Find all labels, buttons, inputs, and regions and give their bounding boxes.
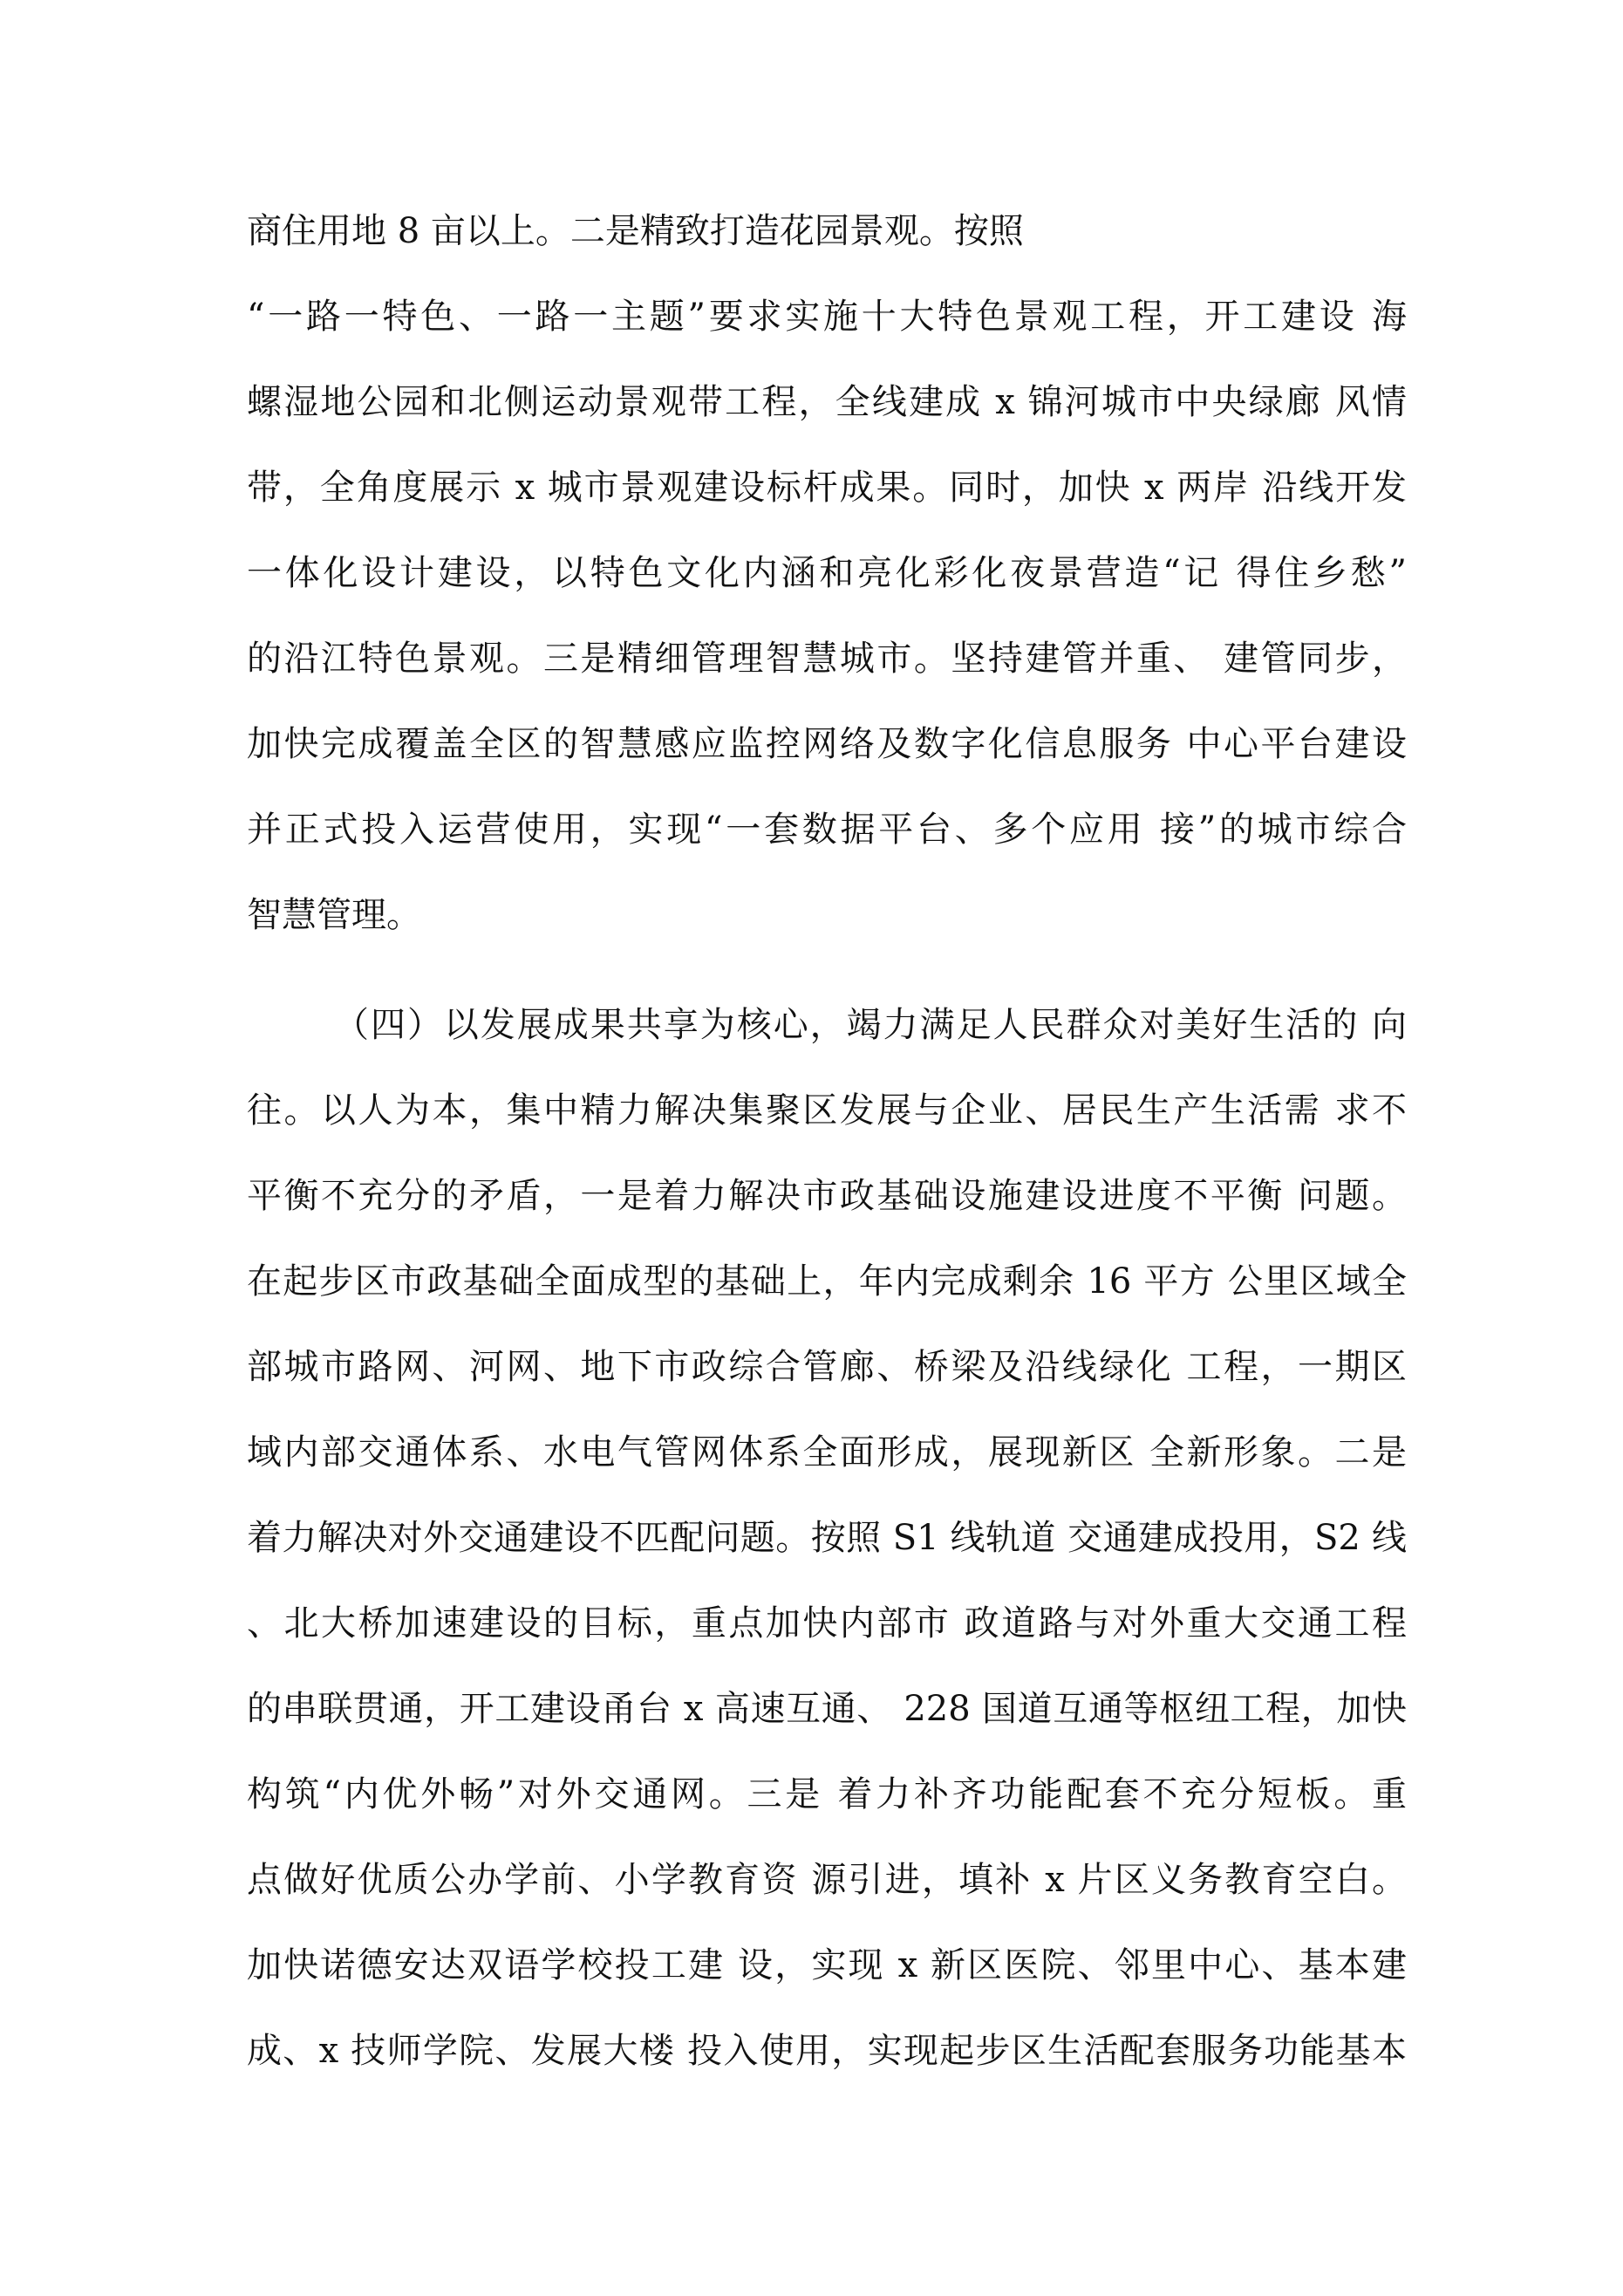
- text-line: “一路一特色、一路一主题”要求实施十大特色景观工程，开工建设 海: [247, 297, 1407, 337]
- document-body: [247, 188, 1407, 2094]
- paragraph-section-four: [247, 982, 1407, 2094]
- text-line: 域内部交通体系、水电气管网体系全面形成，展现新区 全新形象。二是: [247, 1432, 1407, 1473]
- text-line: 在起步区市政基础全面成型的基础上，年内完成剩余 16 平方 公里区域全: [247, 1261, 1407, 1302]
- text-line: 、北大桥加速建设的目标，重点加快内部市 政道路与对外重大交通工程: [247, 1603, 1407, 1643]
- text-line: 螺湿地公园和北侧运动景观带工程，全线建成 x 锦河城市中央绿廊 风情: [247, 382, 1407, 422]
- text-line: 往。以人为本，集中精力解决集聚区发展与企业、居民生产生活需 求不: [247, 1090, 1407, 1131]
- section-heading-line: （四）以发展成果共享为核心，竭力满足人民群众对美好生活的 向: [334, 1005, 1407, 1045]
- text-line: 智慧管理。: [247, 895, 421, 935]
- text-line: 加快诺德安达双语学校投工建 设，实现 x 新区医院、邻里中心、基本建: [247, 1945, 1407, 1985]
- text-line: 带，全角度展示 x 城市景观建设标杆成果。同时，加快 x 两岸 沿线开发: [247, 468, 1407, 508]
- text-line: 构筑“内优外畅”对外交通网。三是 着力补齐功能配套不充分短板。重: [247, 1774, 1407, 1814]
- text-line: 成、x 技师学院、发展大楼 投入使用，实现起步区生活配套服务功能基本: [247, 2031, 1407, 2071]
- text-line: 平衡不充分的矛盾，一是着力解决市政基础设施建设进度不平衡 问题。: [247, 1176, 1407, 1216]
- text-line: 部城市路网、河网、地下市政综合管廊、桥梁及沿线绿化 工程，一期区: [247, 1347, 1407, 1387]
- text-line: 着力解决对外交通建设不匹配问题。按照 S1 线轨道 交通建成投用，S2 线: [247, 1518, 1407, 1558]
- text-line: 的串联贯通，开工建设甬台 x 高速互通、 228 国道互通等枢纽工程，加快: [247, 1689, 1407, 1729]
- text-line: 一体化设计建设，以特色文化内涵和亮化彩化夜景营造“记 得住乡愁”: [247, 553, 1407, 593]
- text-line: 的沿江特色景观。三是精细管理智慧城市。坚持建管并重、 建管同步，: [247, 639, 1407, 679]
- text-line: 商住用地 8 亩以上。二是精致打造花园景观。按照: [247, 211, 1024, 251]
- paragraph-garden-and-smart-city: [247, 188, 1407, 958]
- text-line: 加快完成覆盖全区的智慧感应监控网络及数字化信息服务 中心平台建设: [247, 724, 1407, 764]
- text-line: 点做好优质公办学前、小学教育资 源引进，填补 x 片区义务教育空白。: [247, 1860, 1407, 1900]
- text-line: 并正式投入运营使用，实现“一套数据平台、多个应用 接”的城市综合: [247, 810, 1407, 850]
